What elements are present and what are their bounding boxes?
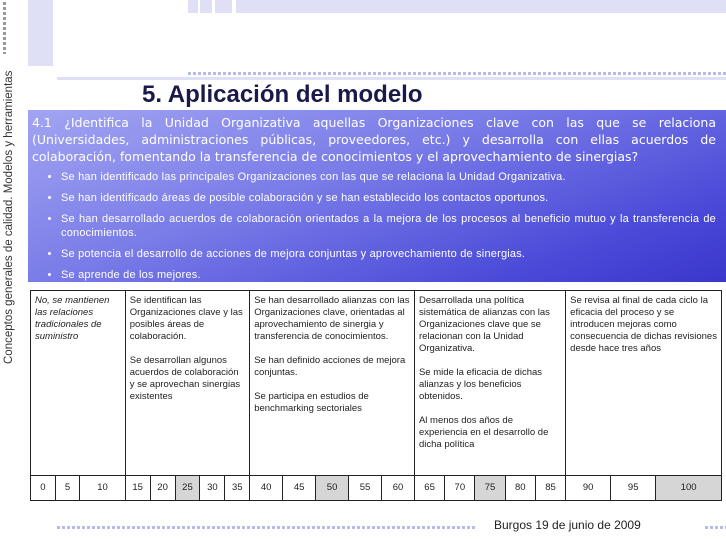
- score-cell[interactable]: 40: [250, 476, 283, 501]
- score-cell[interactable]: 15: [125, 476, 150, 501]
- level-text: Al menos dos años de experiencia en el desarrollo de dicha política: [418, 415, 549, 450]
- score-cell[interactable]: 30: [200, 476, 225, 501]
- level-cell: [125, 291, 249, 476]
- level-cell: [414, 291, 565, 476]
- score-cell[interactable]: 10: [80, 476, 125, 501]
- score-cell[interactable]: 35: [225, 476, 250, 501]
- decor-block: [28, 0, 53, 66]
- decor-block: [200, 0, 212, 13]
- score-cell[interactable]: 45: [283, 476, 316, 501]
- decor-block: [188, 0, 198, 13]
- score-cell[interactable]: 70: [445, 476, 475, 501]
- list-item: • Se han identificado las principales Organizaciones con las que se relaciona la Unidad Organizativa.: [61, 170, 716, 184]
- list-item: • Se han desarrollado acuerdos de colaboración orientados a la mejora de los procesos al beneficio mutuo y la transferencia de conocimientos.: [61, 212, 716, 240]
- score-cell[interactable]: 20: [150, 476, 175, 501]
- level-text: No, se mantienen las relaciones tradicionales de suministro: [35, 295, 110, 342]
- level-text: Desarrollada una política sistemática de alianzas con las Organizaciones clave que se relacionan con la Unidad Organizativa.: [418, 295, 550, 354]
- score-cell[interactable]: 100: [656, 476, 722, 501]
- score-cell[interactable]: 75: [475, 476, 505, 501]
- decor-dots: [188, 72, 726, 75]
- criteria-list: [28, 170, 726, 282]
- score-cell[interactable]: 65: [414, 476, 444, 501]
- decor-block: [236, 0, 726, 13]
- level-cell: [566, 291, 722, 476]
- score-cell[interactable]: 90: [566, 476, 611, 501]
- level-cell: [31, 291, 126, 476]
- list-item: • Se aprende de los mejores.: [61, 268, 716, 282]
- level-text: Se han definido acciones de mejora conjuntas.: [254, 355, 406, 378]
- decor-line: [57, 77, 726, 80]
- page-title: 5. Aplicación del modelo: [142, 81, 423, 108]
- score-cell[interactable]: 5: [55, 476, 80, 501]
- score-cell[interactable]: 50: [316, 476, 349, 501]
- table-row: [31, 291, 722, 476]
- score-cell[interactable]: 0: [31, 476, 56, 501]
- footer-date: Burgos 19 de junio de 2009: [494, 518, 641, 532]
- level-text: Se revisa al final de cada ciclo la eficacia del proceso y se introducen mejoras como consecuencia de dichas revisiones desde hace tres años: [570, 295, 717, 354]
- score-cell[interactable]: 60: [382, 476, 415, 501]
- level-text: Se desarrollan algunos acuerdos de colaboración y se aprovechan sinergias existentes: [129, 355, 241, 402]
- scoring-table: [30, 290, 722, 501]
- question-box: [28, 110, 726, 282]
- score-cell[interactable]: 25: [175, 476, 200, 501]
- level-text: Se mide la eficacia de dichas alianzas y los beneficios obtenidos.: [418, 367, 543, 402]
- list-item: • Se potencia el desarrollo de acciones de mejora conjuntas y aprovechamiento de sinergias.: [61, 247, 716, 261]
- level-text: Se identifican las Organizaciones clave y las posibles áreas de colaboración.: [129, 295, 243, 342]
- decor-block: [215, 0, 232, 13]
- score-cell[interactable]: 85: [535, 476, 565, 501]
- list-item: • Se han identificado áreas de posible colaboración y se han establecido los contactos oportunos.: [61, 191, 716, 205]
- level-text: Se participa en estudios de benchmarking sectoriales: [254, 391, 369, 414]
- score-cell[interactable]: 55: [349, 476, 382, 501]
- score-row: [31, 476, 722, 501]
- level-cell: [250, 291, 415, 476]
- side-label: Conceptos generales de calidad. Modelos y herramientas: [3, 70, 15, 364]
- decor-dots: [3, 2, 6, 54]
- question-text: 4.1 ¿Identifica la Unidad Organizativa aquellas Organizaciones clave con las que se relaciona (Universidades, administraciones públicas, proveedores, etc.) y desarrolla con ellas acuerdos de colaboración, fomentando la transferencia de conocimientos y el aprovechamiento de sinergias?: [32, 115, 716, 164]
- level-text: Se han desarrollado alianzas con las Organizaciones clave, orientadas al aprovechamiento de sinergia y transferencia de conocimientos.: [254, 295, 410, 342]
- score-cell[interactable]: 95: [611, 476, 656, 501]
- score-cell[interactable]: 80: [505, 476, 535, 501]
- decor-dots: [705, 526, 726, 529]
- decor-dots: [57, 526, 477, 529]
